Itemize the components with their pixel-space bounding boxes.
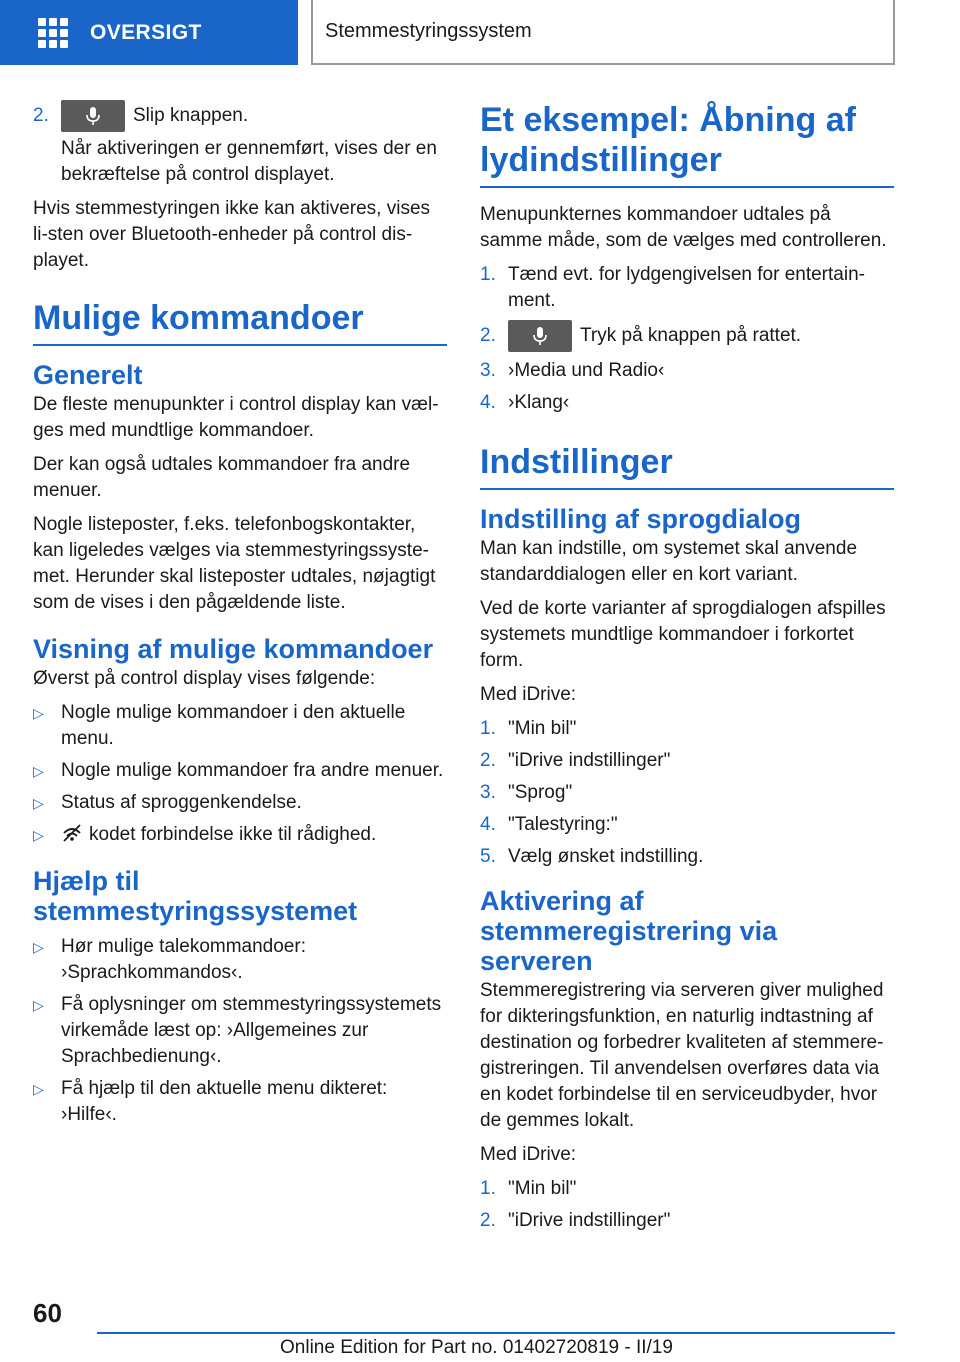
hjaelp-list — [33, 934, 447, 1128]
step-number: 4. — [480, 392, 496, 413]
step-number: 3. — [480, 360, 496, 381]
list-item-text: Status af sproggenkendelse. — [61, 792, 302, 813]
aktivering-steps — [480, 1176, 894, 1234]
list-item-text: Hør mulige talekommandoer: ›Sprachkommandos‹. — [61, 936, 306, 983]
step-text: "iDrive indstillinger" — [508, 1210, 671, 1231]
right-column — [480, 100, 894, 1242]
visning-list — [33, 700, 447, 848]
list-item — [33, 758, 447, 784]
list-item — [480, 780, 894, 806]
bullet-icon: ▷ — [33, 705, 44, 721]
footer-rule — [97, 1332, 895, 1334]
mic-button-image — [508, 320, 572, 352]
heading-generelt: Generelt — [33, 360, 143, 390]
bullet-icon: ▷ — [33, 1081, 44, 1097]
bullet-icon: ▷ — [33, 795, 44, 811]
step-text: Tænd evt. for lydgengivelsen for entertain-ment. — [508, 264, 865, 311]
paragraph: Menupunkternes kommandoer udtales på samme måde, som de vælges med controlleren. — [480, 204, 887, 251]
heading-aktivering: Aktivering af stemmeregistrering via serveren — [480, 886, 778, 976]
footer-edition: Online Edition for Part no. 01402720819 - II/19 — [280, 1337, 673, 1358]
step-text: Vælg ønsket indstilling. — [508, 846, 704, 867]
heading-indstillinger: Indstillinger — [480, 443, 673, 481]
step-number: 3. — [480, 782, 496, 803]
list-item — [480, 358, 894, 384]
heading-rule — [480, 442, 894, 490]
list-item — [33, 700, 447, 752]
heading-eksempel: Et eksempel: Åbning af lydindstillinger — [480, 101, 856, 179]
bullet-icon: ▷ — [33, 827, 44, 843]
paragraph: Ved de korte varianter af sprogdialogen afspilles systemets mundtlige kommandoer i forkortet form. — [480, 598, 886, 671]
list-item — [480, 812, 894, 838]
list-item — [33, 934, 447, 986]
step-number: 2. — [33, 105, 49, 126]
step-text: "Sprog" — [508, 782, 573, 803]
list-item — [33, 822, 447, 848]
heading-visning: Visning af mulige kommandoer — [33, 634, 434, 664]
step-number: 2. — [480, 325, 496, 346]
step-text: ›Media und Radio‹ — [508, 360, 665, 381]
step-text: "Talestyring:" — [508, 814, 618, 835]
paragraph: Hvis stemmestyringen ikke kan aktiveres, vises li-sten over Bluetooth-enheder på control dis-playet. — [33, 198, 431, 271]
paragraph: Øverst på control display vises følgende: — [33, 668, 376, 689]
list-item — [480, 844, 894, 870]
step-number: 1. — [480, 264, 496, 285]
step-text: Slip knappen. — [133, 105, 249, 126]
paragraph: Med iDrive: — [480, 1144, 577, 1165]
paragraph: Med iDrive: — [480, 684, 577, 705]
overview-tab[interactable] — [0, 0, 298, 65]
paragraph: Stemmeregistrering via serveren giver mulighed for dikteringsfunktion, en naturlig indtastning af destination og forbedrer kvaliteten af stemmere-gistreringen. Til anvendelsen overføres data via en kodet forbindelse til en serviceudbyder, hvor de gemmes lokalt. — [480, 980, 884, 1131]
step-text: Tryk på knappen på rattet. — [580, 325, 802, 346]
list-item-text: Få oplysninger om stemmestyringssystemets virkemåde læst op: ›Allgemeines zur Sprachbedienung‹. — [61, 994, 442, 1067]
step-text: "iDrive indstillinger" — [508, 750, 671, 771]
list-item — [33, 100, 447, 132]
list-item-label: kodet forbindelse ikke til rådighed. — [89, 824, 377, 845]
bullet-icon: ▷ — [33, 997, 44, 1013]
bullet-icon: ▷ — [33, 763, 44, 779]
paragraph: De fleste menupunkter i control display kan væl-ges med mundtlige kommandoer. — [33, 394, 439, 441]
list-item — [480, 716, 894, 742]
left-column — [33, 100, 447, 1136]
list-item-text: Få hjælp til den aktuelle menu dikteret: ›Hilfe‹. — [61, 1078, 388, 1125]
paragraph: Man kan indstille, om systemet skal anvende standarddialogen eller en kort variant. — [480, 538, 858, 585]
list-item-text: Nogle mulige kommandoer fra andre menuer. — [61, 760, 444, 781]
step-number: 4. — [480, 814, 496, 835]
step-number: 2. — [480, 750, 496, 771]
list-item — [33, 992, 447, 1070]
section-title: Stemmestyringssystem — [325, 20, 532, 42]
step-number: 2. — [480, 1210, 496, 1231]
list-item — [33, 1076, 447, 1128]
step-number: 1. — [480, 718, 496, 739]
list-item — [33, 790, 447, 816]
heading-sprogdialog: Indstilling af sprogdialog — [480, 504, 801, 534]
list-item-text: Nogle mulige kommandoer i den aktuelle menu. — [61, 702, 406, 749]
mic-button-image — [61, 100, 125, 132]
paragraph: Der kan også udtales kommandoer fra andre menuer. — [33, 454, 411, 501]
list-item-text — [61, 822, 376, 848]
microphone-icon — [85, 106, 101, 126]
section-title-box — [311, 0, 895, 65]
heading-rule — [480, 100, 894, 188]
heading-rule — [33, 298, 447, 346]
grid-icon — [38, 18, 68, 48]
overview-tab-label: OVERSIGT — [90, 20, 202, 44]
paragraph: Nogle listeposter, f.eks. telefonbogskontakter, kan ligeledes vælges via stemmestyringssyste-met. Herunder skal listeposter udtales, nøjagtigt som de vises i den pågældende liste. — [33, 514, 436, 613]
step-number: 5. — [480, 846, 496, 867]
heading-hjaelp: Hjælp til stemmestyringssystemet — [33, 866, 358, 926]
sprog-steps — [480, 716, 894, 870]
step-continuation: Når aktiveringen er gennemført, vises der en bekræftelse på control displayet. — [61, 138, 437, 185]
bullet-icon: ▷ — [33, 939, 44, 955]
list-item — [480, 1176, 894, 1202]
list-item — [480, 390, 894, 416]
no-connection-icon — [61, 823, 83, 843]
step-number: 1. — [480, 1178, 496, 1199]
list-item — [480, 320, 894, 352]
list-item — [480, 748, 894, 774]
page-number: 60 — [33, 1298, 62, 1328]
step-text: "Min bil" — [508, 1178, 577, 1199]
heading-mulige-kommandoer: Mulige kommandoer — [33, 299, 364, 337]
list-item — [480, 262, 894, 314]
step-text: ›Klang‹ — [508, 392, 570, 413]
eksempel-steps — [480, 262, 894, 416]
microphone-icon — [532, 326, 548, 346]
list-item — [480, 1208, 894, 1234]
step-text: "Min bil" — [508, 718, 577, 739]
